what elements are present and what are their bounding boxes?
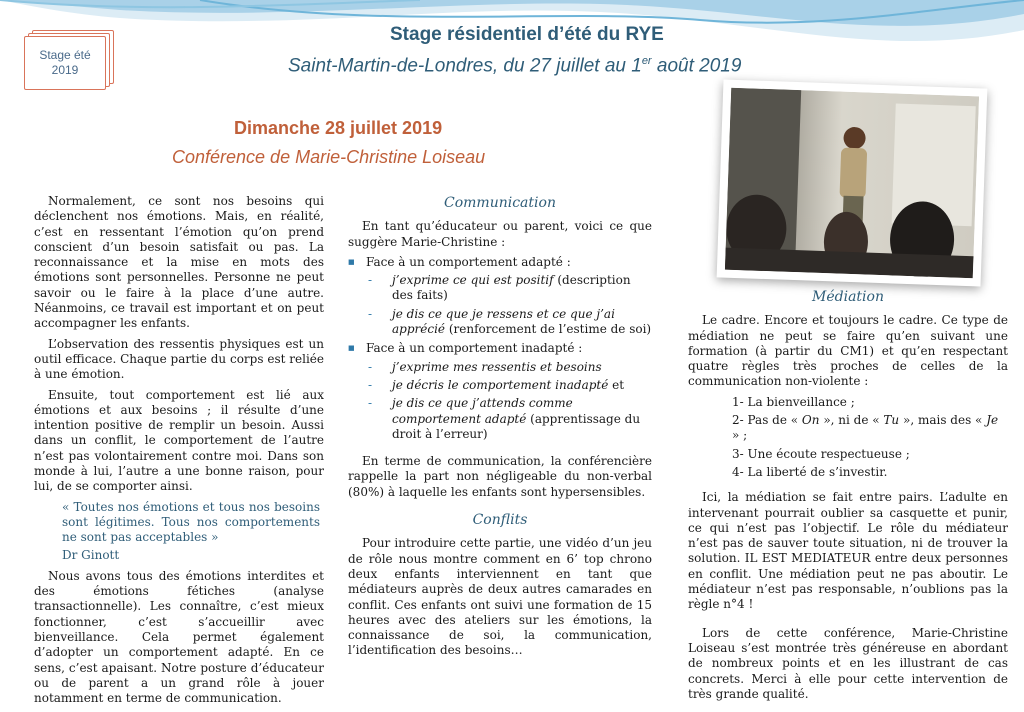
paragraph: Ensuite, tout comportement est lié aux émotions et aux besoins ; il résulte d’une intention positive de remplir un besoin. Aussi dans un conflit, le comportement de l’autre n’est pas volontairement contre moi. Dans son monde à lui, l’autre a une bonne raison, pour lui, de se comporter ainsi. bbox=[34, 387, 324, 494]
list-item: - je décris le comportement inadapté et bbox=[366, 378, 652, 393]
day-heading: Dimanche 28 juillet 2019 bbox=[234, 118, 443, 138]
list-item: 3- Une écoute respectueuse ; bbox=[732, 446, 910, 461]
quote-author: Dr Ginott bbox=[62, 547, 120, 562]
conference-photo bbox=[717, 79, 988, 286]
page-title: Stage résidentiel d’été du RYE bbox=[390, 24, 664, 45]
list-item: - je dis ce que je ressens et ce que j’ai apprécié (renforcement de l’estime de soi) bbox=[366, 307, 652, 338]
stage-badge bbox=[24, 36, 116, 94]
paragraph: Nous avons tous des émotions interdites et des émotions fétiches (analyse transactionnelle). Les connaître, c’est mieux fonctionner, c’est s’accueillir avec bienveillance. Cela permet également d’adopter un comportement adapté. En ce sens, c’est apaisant. Notre posture d’éducateur ou de parent a un grand rôle à jouer notamment en terme de communication. bbox=[34, 568, 324, 706]
paragraph: En tant qu’éducateur ou parent, voici ce que suggère Marie-Christine : bbox=[348, 219, 652, 249]
page-subtitle: Saint-Martin-de-Londres, du 27 juillet au 1er août 2019 bbox=[288, 55, 742, 77]
paragraph: Le cadre. Encore et toujours le cadre. Ce type de médiation ne peut se faire qu’en suivant une formation (à partir du CM1) et qu’en respectant quatre règles très proches de celles de la communication non-violente : bbox=[688, 313, 1008, 389]
list-item: - j’exprime ce qui est positif (description des faits) bbox=[366, 273, 652, 304]
list-item: 1- La bienveillance ; bbox=[732, 394, 855, 409]
paragraph: L’observation des ressentis physiques est un outil efficace. Chaque partie du corps est reliée à une émotion. bbox=[34, 336, 324, 382]
conference-heading: Conférence de Marie-Christine Loiseau bbox=[172, 147, 486, 167]
paragraph: Normalement, ce sont nos besoins qui déclenchent nos émotions. Mais, en réalité, c’est en ressentant l’émotion qu’on prend conscient d’un besoin satisfait ou pas. La reconnaissance et la mise en mots des émotions sont personnelles. Personne ne peut savoir ou le faire à la place d’une autre. Néanmoins, ce travail est important et on peut accompagner les enfants. bbox=[34, 194, 324, 331]
quote: « Toutes nos émotions et tous nos besoins sont légitimes. Tous nos comportements ne sont pas acceptables » bbox=[62, 499, 320, 545]
bullet-list bbox=[348, 255, 652, 442]
paragraph: Lors de cette conférence, Marie-Christine Loiseau s’est montrée très généreuse en abordant de nombreux points et en les illustrant de cas concrets. Merci à elle pour cette intervention de très grande qualité. bbox=[688, 625, 1008, 701]
column-3 bbox=[688, 290, 1008, 707]
paragraph: Pour introduire cette partie, une vidéo d’un jeu de rôle nous montre comment en 6’ top chrono deux enfants interviennent en tant que médiateurs auprès de deux autres camarades en conflit. Ces enfants ont suivi une formation de 15 heures avec des ateliers sur les émotions, la connaissance de soi, la communication, l’identification des besoins… bbox=[348, 536, 652, 658]
section-title-conflits: Conflits bbox=[472, 512, 528, 529]
list-item: 4- La liberté de s’investir. bbox=[732, 464, 888, 479]
badge-line1: Stage été bbox=[39, 48, 91, 62]
section-title-communication: Communication bbox=[444, 195, 556, 211]
list-item: ■ Face à un comportement adapté : - j’exprime ce qui est positif (description des faits) - je dis ce que je ressens et ce que j’ai apprécié (renforcement de l’estime de soi) bbox=[348, 255, 652, 337]
section-title-mediation: Médiation bbox=[812, 289, 884, 305]
photo-image bbox=[725, 88, 979, 279]
column-2 bbox=[348, 196, 652, 664]
column-1 bbox=[34, 194, 324, 712]
list-item: ■ Face à un comportement inadapté : - j’exprime mes ressentis et besoins - je décris le comportement inadapté et - je dis ce que j’attends comme comportement adapté (apprentissage du droit à l’erreur) bbox=[348, 341, 652, 442]
paragraph: En terme de communication, la conférencière rappelle la part non négligeable du non-verbal (80%) à laquelle les enfants sont hypersensibles. bbox=[348, 454, 652, 499]
badge-line2: 2019 bbox=[51, 63, 79, 77]
list-item: 2- Pas de « On », ni de « Tu », mais des « Je » ; bbox=[732, 413, 999, 443]
paragraph: Ici, la médiation se fait entre pairs. L’adulte en intervenant pourrait oublier sa casquette et punir, ce qui n’est pas l’objectif. Le rôle du médiateur n’est pas de sauver toute situation, ni de trouver la solution. IL EST MEDIATEUR entre deux personnes en conflit. Une médiation peut ne pas aboutir. Le médiateur n’est pas responsable, n’oublions pas la règle n°4 ! bbox=[688, 490, 1008, 612]
list-item: - je dis ce que j’attends comme comportement adapté (apprentissage du droit à l’erreur) bbox=[366, 396, 652, 442]
list-item: - j’exprime mes ressentis et besoins bbox=[366, 360, 652, 375]
rules-list bbox=[732, 395, 1008, 480]
